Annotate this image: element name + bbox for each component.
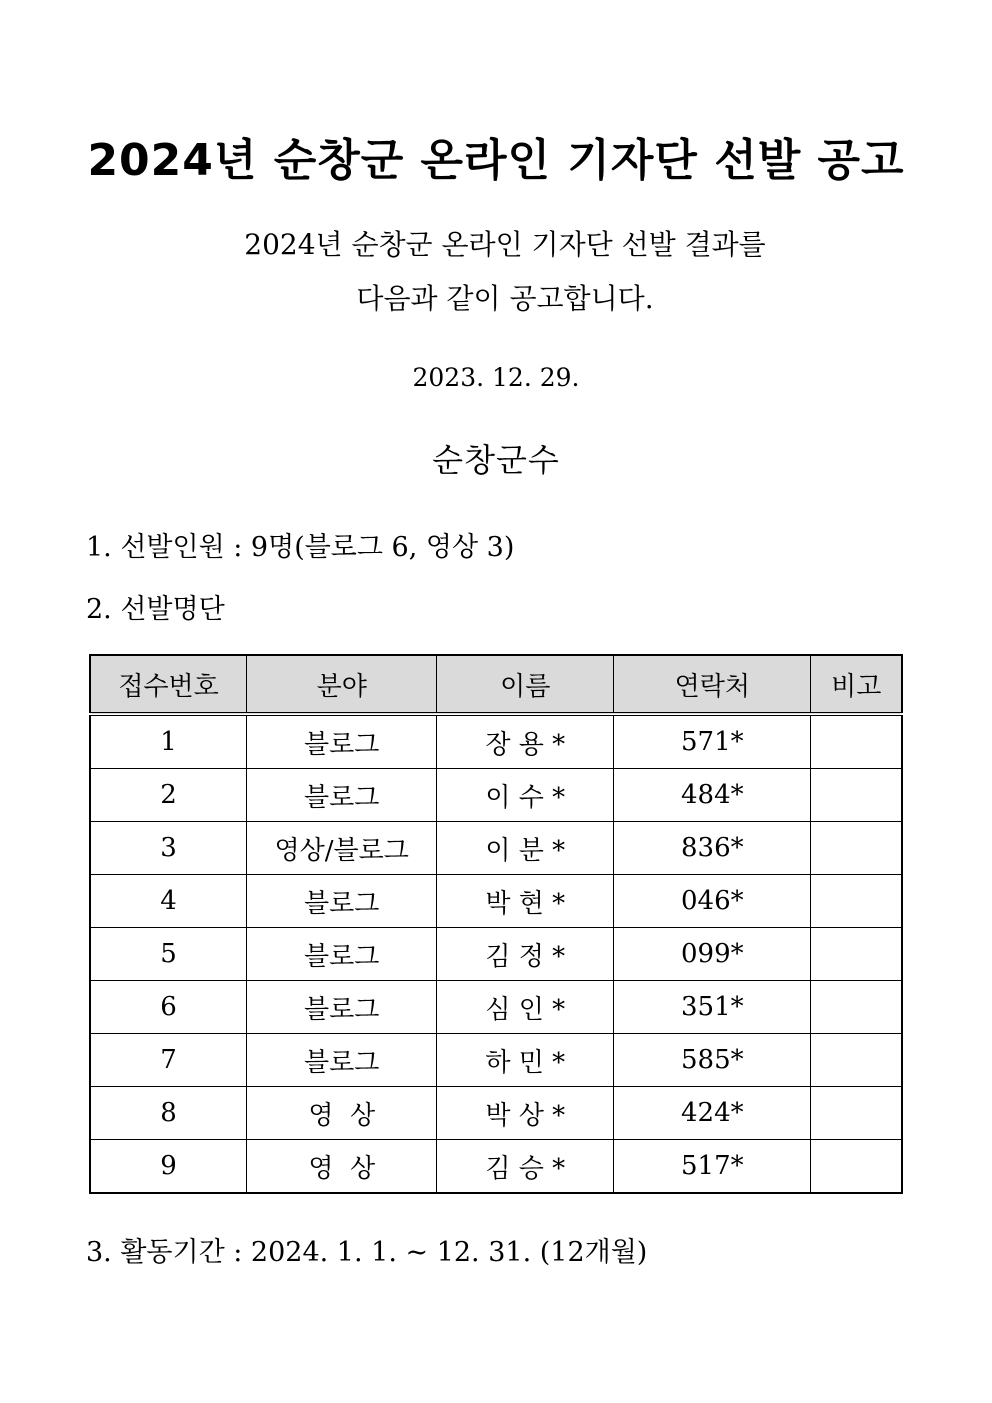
cell-field: 블로그 (247, 714, 437, 769)
cell-field: 블로그 (247, 875, 437, 928)
cell-contact: 571* (614, 714, 811, 769)
cell-contact: 351* (614, 981, 811, 1034)
table-row (90, 1140, 902, 1194)
intro-line-2: 다음과 같이 공고합니다. (356, 282, 654, 315)
cell-name: 박 상 * (437, 1087, 614, 1140)
cell-no: 9 (90, 1140, 247, 1194)
cell-contact: 484* (614, 769, 811, 822)
table-row (90, 822, 902, 875)
document-title: 2024년 순창군 온라인 기자단 선발 공고 (87, 135, 905, 186)
cell-note (811, 1087, 902, 1140)
table-row (90, 714, 902, 769)
cell-note (811, 1034, 902, 1087)
header-note: 비고 (811, 655, 902, 714)
cell-no: 3 (90, 822, 247, 875)
cell-contact: 424* (614, 1087, 811, 1140)
cell-contact: 046* (614, 875, 811, 928)
cell-field: 블로그 (247, 1034, 437, 1087)
table-row (90, 1034, 902, 1087)
header-contact: 연락처 (614, 655, 811, 714)
cell-name: 하 민 * (437, 1034, 614, 1087)
cell-field: 블로그 (247, 981, 437, 1034)
table-row (90, 981, 902, 1034)
cell-name: 김 승 * (437, 1140, 614, 1194)
cell-no: 4 (90, 875, 247, 928)
cell-name: 박 현 * (437, 875, 614, 928)
cell-no: 5 (90, 928, 247, 981)
table-row (90, 769, 902, 822)
header-field: 분야 (247, 655, 437, 714)
cell-name: 김 정 * (437, 928, 614, 981)
cell-no: 7 (90, 1034, 247, 1087)
table-row (90, 928, 902, 981)
roster-table (89, 654, 903, 1194)
cell-contact: 836* (614, 822, 811, 875)
cell-no: 1 (90, 714, 247, 769)
table-row (90, 875, 902, 928)
cell-note (811, 714, 902, 769)
cell-no: 6 (90, 981, 247, 1034)
cell-field: 영 상 (247, 1087, 437, 1140)
issuer: 순창군수 (432, 441, 560, 479)
cell-note (811, 1140, 902, 1194)
intro-line-1: 2024년 순창군 온라인 기자단 선발 결과를 (244, 228, 766, 261)
cell-contact: 517* (614, 1140, 811, 1194)
announcement-date: 2023. 12. 29. (412, 363, 580, 392)
cell-field: 블로그 (247, 769, 437, 822)
section-activity-period: 3. 활동기간 : 2024. 1. 1. ~ 12. 31. (12개월) (86, 1237, 648, 1268)
cell-field: 블로그 (247, 928, 437, 981)
header-name: 이름 (437, 655, 614, 714)
section-roster-heading: 2. 선발명단 (86, 594, 225, 625)
cell-name: 이 수 * (437, 769, 614, 822)
cell-note (811, 981, 902, 1034)
table-header-row (90, 655, 902, 714)
cell-field: 영상/블로그 (247, 822, 437, 875)
section-selection-count: 1. 선발인원 : 9명(블로그 6, 영상 3) (86, 532, 515, 563)
cell-note (811, 928, 902, 981)
header-receipt-no: 접수번호 (90, 655, 247, 714)
cell-name: 심 인 * (437, 981, 614, 1034)
cell-no: 2 (90, 769, 247, 822)
cell-note (811, 822, 902, 875)
cell-note (811, 875, 902, 928)
cell-name: 장 용 * (437, 714, 614, 769)
cell-field: 영 상 (247, 1140, 437, 1194)
intro-text (0, 218, 992, 326)
cell-contact: 585* (614, 1034, 811, 1087)
table-row (90, 1087, 902, 1140)
cell-name: 이 분 * (437, 822, 614, 875)
cell-note (811, 769, 902, 822)
cell-no: 8 (90, 1087, 247, 1140)
cell-contact: 099* (614, 928, 811, 981)
